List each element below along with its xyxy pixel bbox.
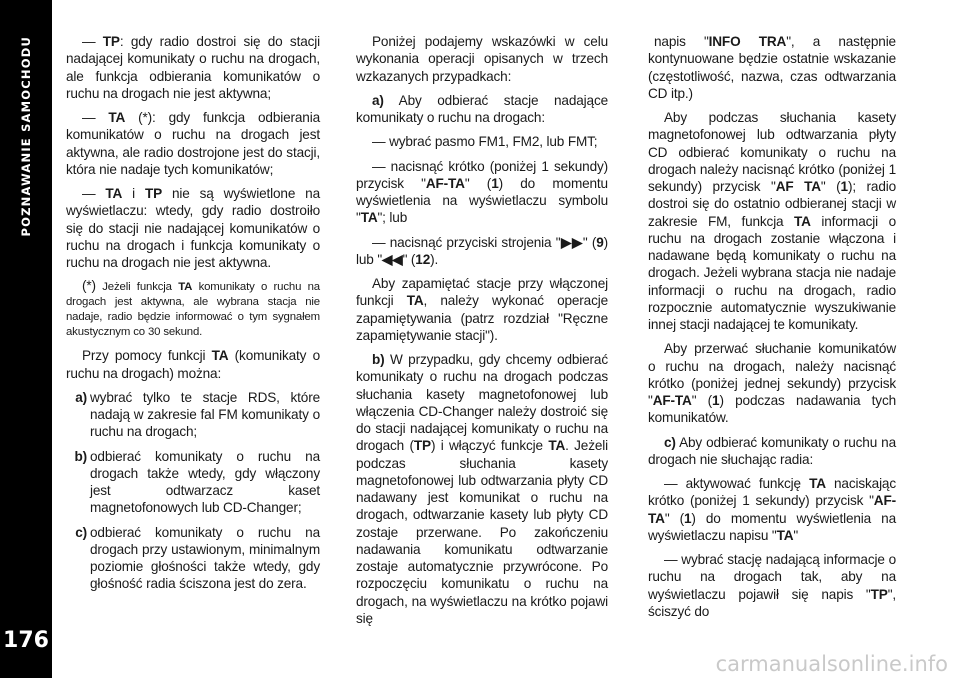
paragraph: — TA i TP nie są wyświetlone na wyświetlaczu: wtedy, gdy radio dostroiło się do stacji nie nadającej komunikatów o ruchu na drogach i funkcja komunikaty o ruchu na drogach nie jest aktywna. <box>66 186 320 270</box>
column-3 <box>648 33 896 627</box>
footnote: (*) Jeżeli funkcja TA komunikaty o ruchu na drogach jest aktywna, ale wybrana stacja nie nadaje, radio będzie informować o tym sygnałem akustycznym co 30 sekund. <box>66 278 320 339</box>
paragraph: napis "INFO TRA", a następnie kontynuowane będzie ostatnie wskazanie (częstotliwość, nazwa, czas odtwarzania CD itp.) <box>648 34 896 101</box>
paragraph: — nacisnąć przyciski strojenia "▶▶" (9) lub "◀◀" (12). <box>356 234 609 267</box>
watermark: carmanualsonline.info <box>715 652 948 676</box>
option-list <box>66 389 320 593</box>
list-item <box>66 524 320 593</box>
list-text: wybrać tylko te stacje RDS, które nadają w zakresie fal FM komunikaty o ruchu na drogach; <box>90 389 320 440</box>
list-item <box>66 389 320 441</box>
paragraph: — wybrać stację nadającą informacje o ruchu na drogach tak, aby na wyświetlaczu pojawił się napis "TP", ściszyć do <box>648 552 896 619</box>
paragraph: a) Aby odbierać stacje nadające komunikaty o ruchu na drogach: <box>356 92 608 125</box>
paragraph: Aby przerwać słuchanie komunikatów o ruchu na drogach, należy nacisnąć krótko (poniżej jednej sekundy) przycisk "AF-TA" (1) podczas nadawania tych komunikatów. <box>648 341 897 426</box>
section-title: POZNAWANIE SAMOCHODU <box>19 36 33 237</box>
list-item <box>66 448 320 517</box>
list-text: odbierać komunikaty o ruchu na drogach także wtedy, gdy włączony jest odtwarzacz kaset magnetofonowych lub CD-Changer; <box>90 448 320 516</box>
paragraph: — aktywować funkcję TA naciskając krótko (poniżej 1 sekundy) przycisk "AF-TA" (1) do momentu wyświetlenia na wyświetlaczu napisu "TA" <box>648 476 896 543</box>
paragraph: — wybrać pasmo FM1, FM2, lub FMT; <box>372 134 598 150</box>
paragraph: Aby podczas słuchania kasety magnetofonowej lub odtwarzania płyty CD odbierać komunikaty o ruchu na drogach należy nacisnąć krótko (poniżej 1 sekundy) przycisk "AF TA" (1); radio dostroi się do ostatnio odbieranej stacji w zakresie FM, funkcja TA informacji o ruchu na drogach zostanie włączona i nadawane będą komunikaty o ruchu na drogach. Jeżeli wybrana stacja nie nadaje informacji o ruchu na drogach, radio rozpocznie automatycznie wyszukiwanie innej stacji nadającej te komunikaty. <box>648 110 897 332</box>
paragraph: c) Aby odbierać komunikaty o ruchu na drogach nie słuchając radia: <box>648 434 896 467</box>
column-2 <box>356 33 608 634</box>
paragraph: — nacisnąć krótko (poniżej 1 sekundy) przycisk "AF-TA" (1) do momentu wyświetlenia na wyświetlaczu symbolu "TA"; lub <box>356 158 608 226</box>
paragraph: — TA (*): gdy funkcja odbierania komunikatów o ruchu na drogach jest aktywna, ale radio dostrojone jest do stacji, która nie nadaje tych komunikatów; <box>66 110 320 177</box>
list-text: odbierać komunikaty o ruchu na drogach przy ustawionym, minimalnym poziomie głośności także wtedy, gdy głośność radia ściszona jest do zera. <box>90 524 320 592</box>
sidebar <box>0 0 52 678</box>
paragraph: Przy pomocy funkcji TA (komunikaty o ruchu na drogach) można: <box>66 348 320 381</box>
list-marker: a) <box>75 389 87 405</box>
paragraph: Poniżej podajemy wskazówki w celu wykonania operacji opisanych w trzech wzkazanych przypadkach: <box>356 34 608 84</box>
list-marker: c) <box>75 524 87 540</box>
page-number: 176 <box>3 628 49 653</box>
paragraph: — TP: gdy radio dostroi się do stacji nadającej komunikaty o ruchu na drogach, ale funkcja odbierania komunikatów o ruchu na drogach nie jest aktywna; <box>66 34 320 101</box>
column-1 <box>66 33 320 600</box>
paragraph: Aby zapamiętać stacje przy włączonej funkcji TA, należy wykonać operacje zapamiętywania (patrz rozdział "Ręczne zapamiętywanie stacji"). <box>356 276 609 343</box>
paragraph: b) W przypadku, gdy chcemy odbierać komunikaty o ruchu na drogach podczas słuchania kasety magnetofonowej lub włączenia CD-Changer należy dostroić się do stacji nadającej komunikaty o ruchu na drogach (TP) i włączyć funkcje TA. Jeżeli podczas słuchania kasety magnetofonowej lub odtwarzania płyty CD nadawany jest komunikat o ruchu na drogach, odtwarzanie kasety lub płyty CD zostaje przerwane. Po zakończeniu nadawania komunikatu odtwarzanie zostaje automatycznie przywrócone. Po rozpoczęciu komunikatu o ruchu na drogach, na wyświetlaczu na krótko pojawi się <box>356 352 608 626</box>
list-marker: b) <box>74 448 87 464</box>
